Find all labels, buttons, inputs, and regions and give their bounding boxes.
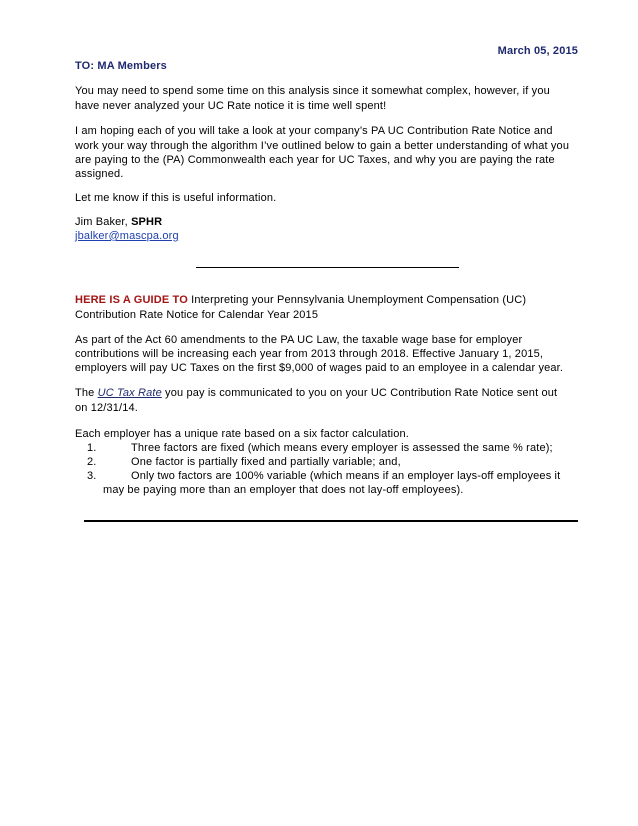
signature-credential: SPHR [131, 216, 163, 228]
taxrate-post: you pay is communicated to you on your UC Contribution Rate Notice sent out [161, 387, 558, 399]
act60-line-2: contributions will be increasing each year from 2013 through 2018. Effective January 1, 2015, [75, 348, 544, 360]
intro-line-1: You may need to spend some time on this analysis since it somewhat complex, however, if you [75, 85, 550, 97]
signature-line [75, 215, 162, 229]
guide-lead: HERE IS A GUIDE TO [75, 294, 188, 306]
letter-date: March 05, 2015 [497, 45, 578, 57]
email-link[interactable]: jbalker@mascpa.org [75, 230, 179, 242]
separator-line [196, 267, 459, 268]
taxrate-line-1 [75, 386, 557, 400]
guide-line-1 [75, 293, 526, 307]
list-number: 1. [87, 442, 97, 454]
guide-rest: Interpreting your Pennsylvania Unemployment Compensation (UC) [187, 294, 527, 306]
hoping-line-1: I am hoping each of you will take a look at your company’s PA UC Contribution Rate Notice and [75, 125, 553, 137]
taxrate-pre: The [75, 387, 98, 399]
act60-line-3: employers will pay UC Taxes on the first $9,000 of wages paid to an employee in a calendar year. [75, 362, 564, 374]
uc-tax-rate-link[interactable]: UC Tax Rate [97, 387, 162, 399]
list-item-text: Only two factors are 100% variable (which means if an employer lays-off employees it [131, 470, 561, 482]
hoping-line-2: work your way through the algorithm I’ve outlined below to gain a better understanding of what you [75, 140, 570, 152]
hoping-line-3: are paying to the (PA) Commonwealth each year for UC Taxes, and why you are paying the rate [75, 154, 555, 166]
taxrate-line-2: on 12/31/14. [75, 402, 138, 414]
list-item-text: One factor is partially fixed and partially variable; and, [131, 456, 401, 468]
signature-name: Jim Baker, [75, 216, 132, 228]
list-item-text: Three factors are fixed (which means every employer is assessed the same % rate); [131, 442, 553, 454]
bottom-rule [84, 520, 578, 522]
employer-intro: Each employer has a unique rate based on a six factor calculation. [75, 428, 409, 440]
guide-line-2: Contribution Rate Notice for Calendar Year 2015 [75, 309, 319, 321]
let-me-know: Let me know if this is useful information. [75, 192, 277, 204]
list-item-continuation: may be paying more than an employer that does not lay-off employees). [103, 484, 464, 496]
recipient-line: TO: MA Members [75, 60, 167, 72]
intro-line-2: have never analyzed your UC Rate notice it is time well spent! [75, 100, 387, 112]
list-number: 3. [87, 470, 97, 482]
list-number: 2. [87, 456, 97, 468]
hoping-line-4: assigned. [75, 168, 124, 180]
act60-line-1: As part of the Act 60 amendments to the PA UC Law, the taxable wage base for employer [75, 334, 523, 346]
